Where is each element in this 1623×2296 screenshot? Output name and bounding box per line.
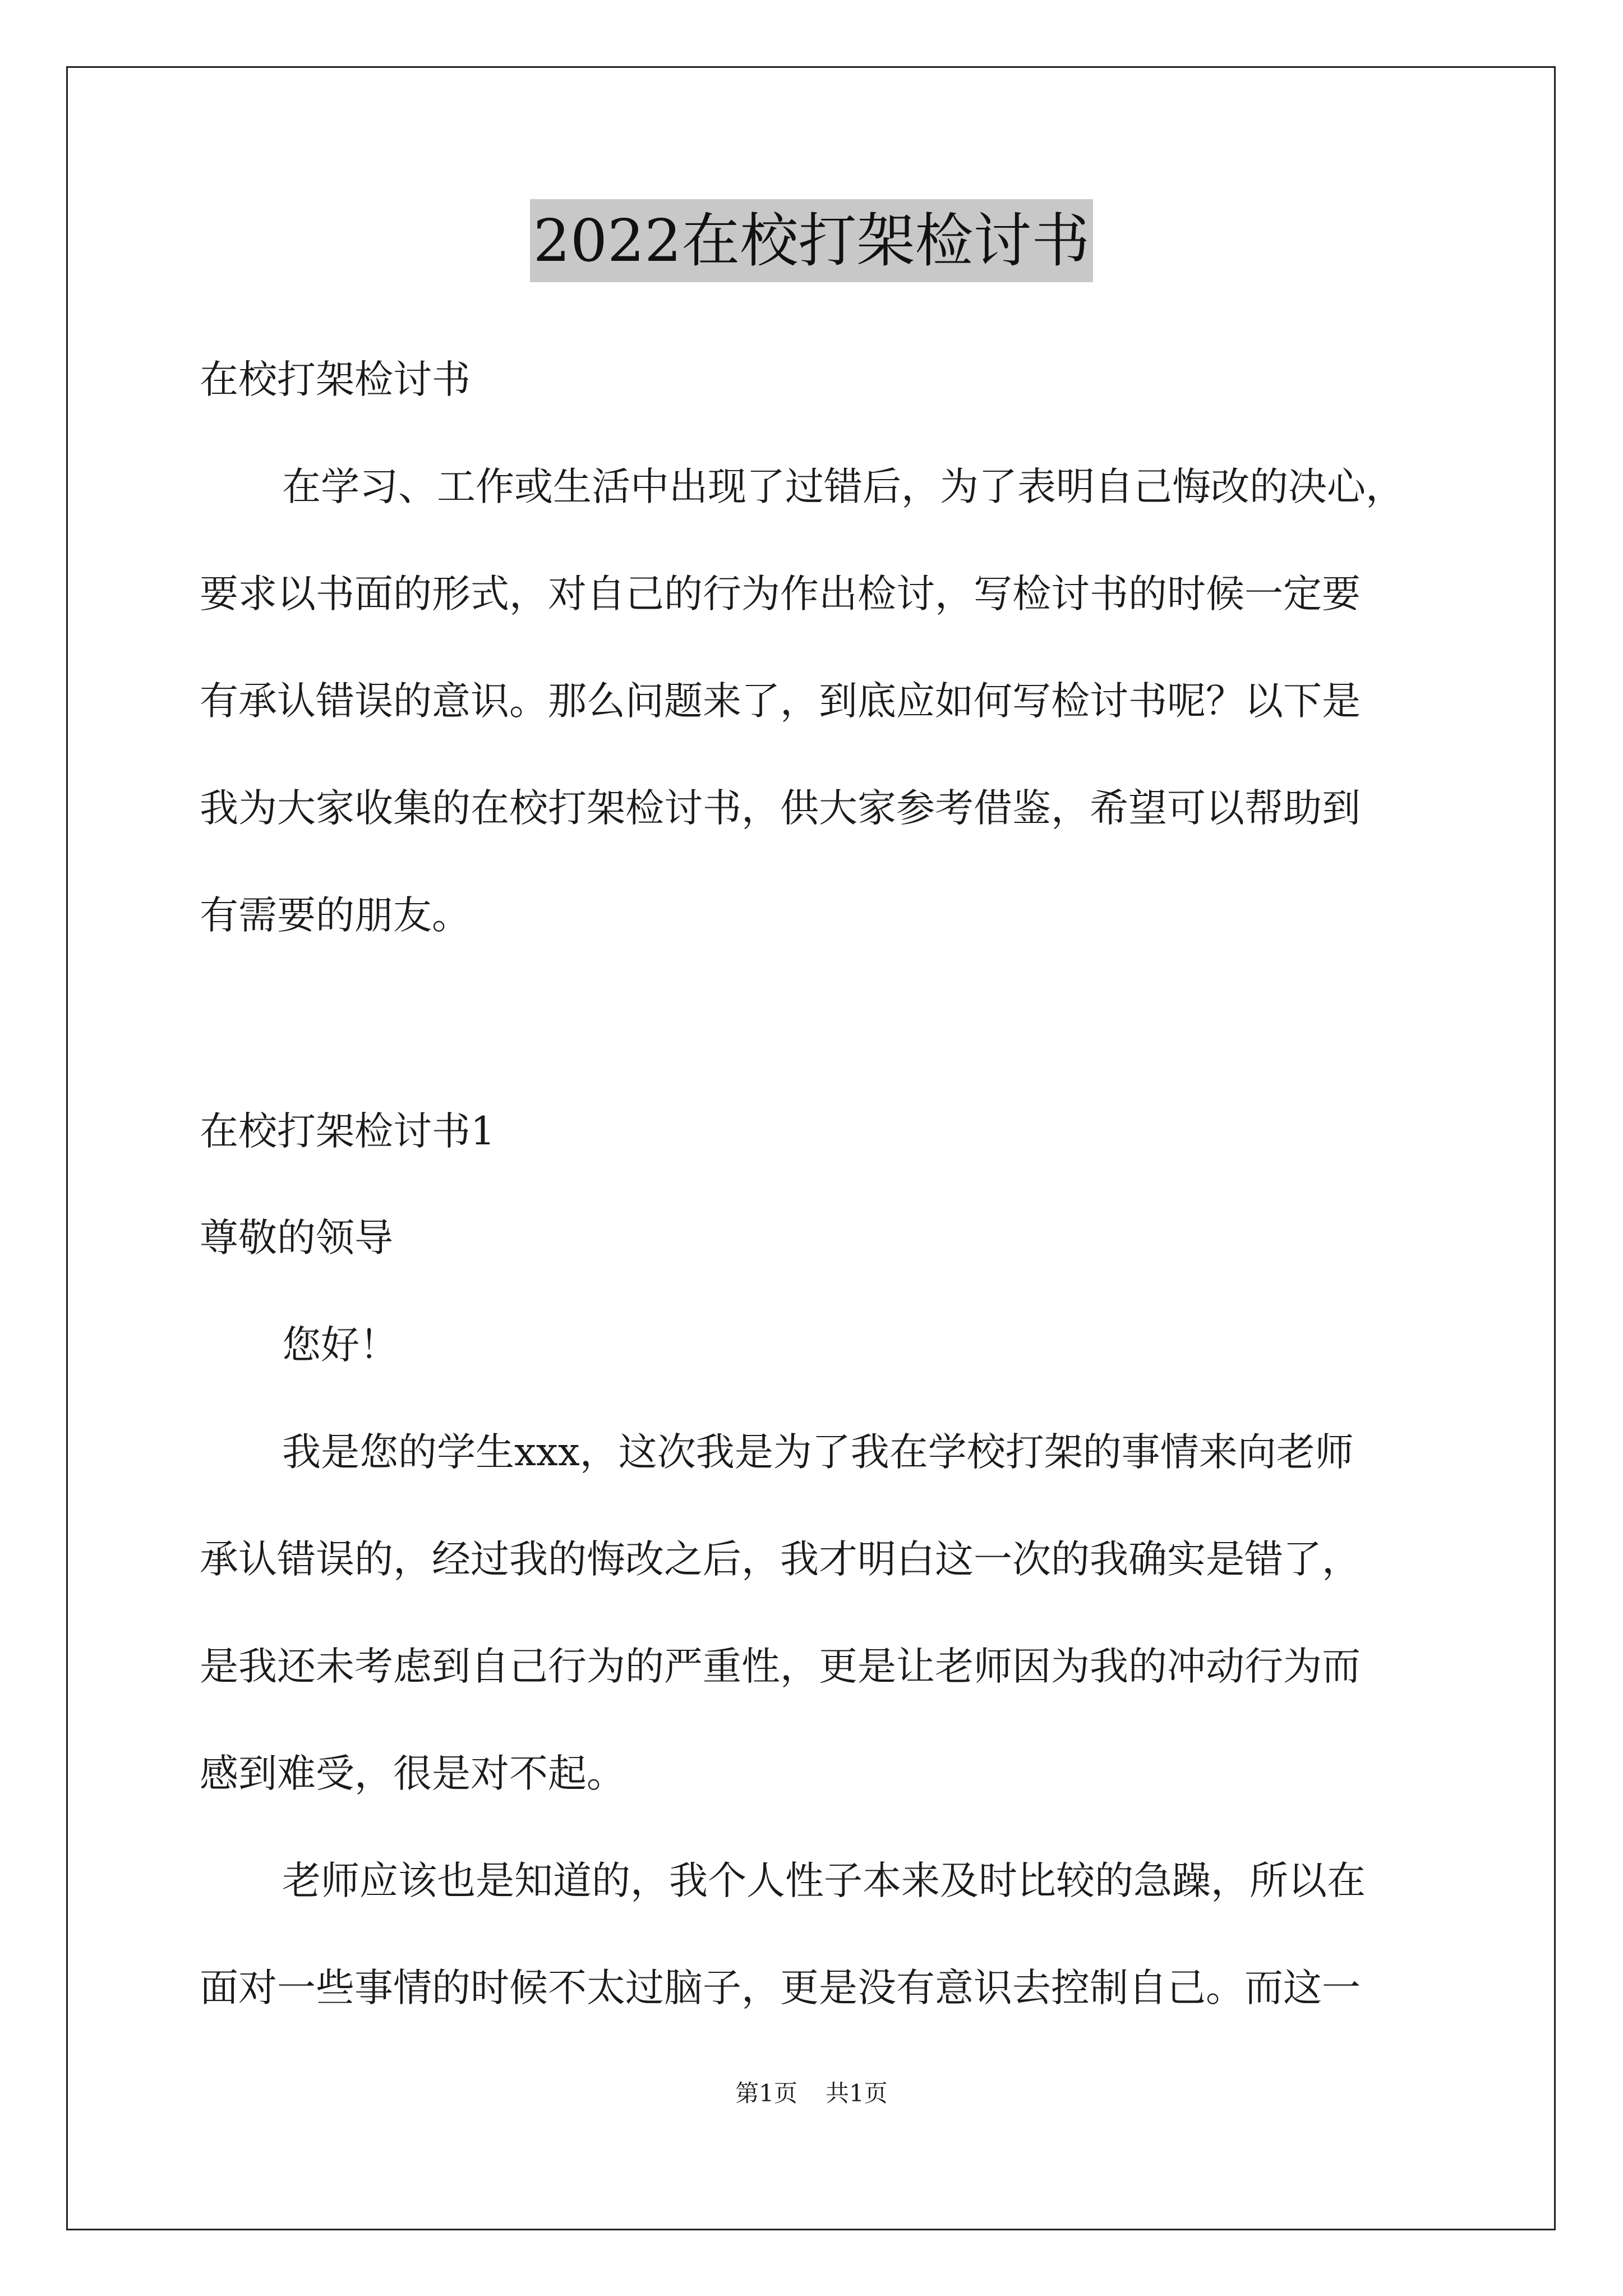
page-number: 第1页 [735,2079,797,2107]
paragraph-line: 要求以书面的形式，对自己的行为作出检讨，写检讨书的时候一定要 [200,572,1361,616]
page-footer [0,2078,1623,2109]
section-heading: 在校打架检讨书 [200,357,471,402]
paragraph-line: 有承认错误的意识。那么问题来了，到底应如何写检讨书呢？以下是 [200,679,1361,724]
paragraph-line: 是我还未考虑到自己行为的严重性，更是让老师因为我的冲动行为而 [200,1644,1361,1689]
paragraph-line: 面对一些事情的时候不太过脑子，更是没有意识去控制自己。而这一 [200,1966,1361,2010]
greeting: 您好！ [282,1323,398,1368]
paragraph-line: 在学习、工作或生活中出现了过错后，为了表明自己悔改的决心， [282,464,1404,509]
letter-heading: 在校打架检讨书1 [200,1109,495,1154]
page-total: 共1页 [826,2079,888,2107]
paragraph-line: 有需要的朋友。 [200,893,471,938]
salutation: 尊敬的领导 [200,1216,393,1260]
paragraph-line: 我为大家收集的在校打架检讨书，供大家参考借鉴，希望可以帮助到 [200,786,1361,831]
document-title: 2022在校打架检讨书 [530,199,1094,282]
paragraph-line: 感到难受，很是对不起。 [200,1751,625,1796]
paragraph-line: 我是您的学生xxx，这次我是为了我在学校打架的事情来向老师 [282,1430,1354,1475]
paragraph-line: 老师应该也是知道的，我个人性子本来及时比较的急躁，所以在 [282,1858,1366,1903]
paragraph-line: 承认错误的，经过我的悔改之后，我才明白这一次的我确实是错了， [200,1537,1361,1582]
title-container [0,199,1623,282]
